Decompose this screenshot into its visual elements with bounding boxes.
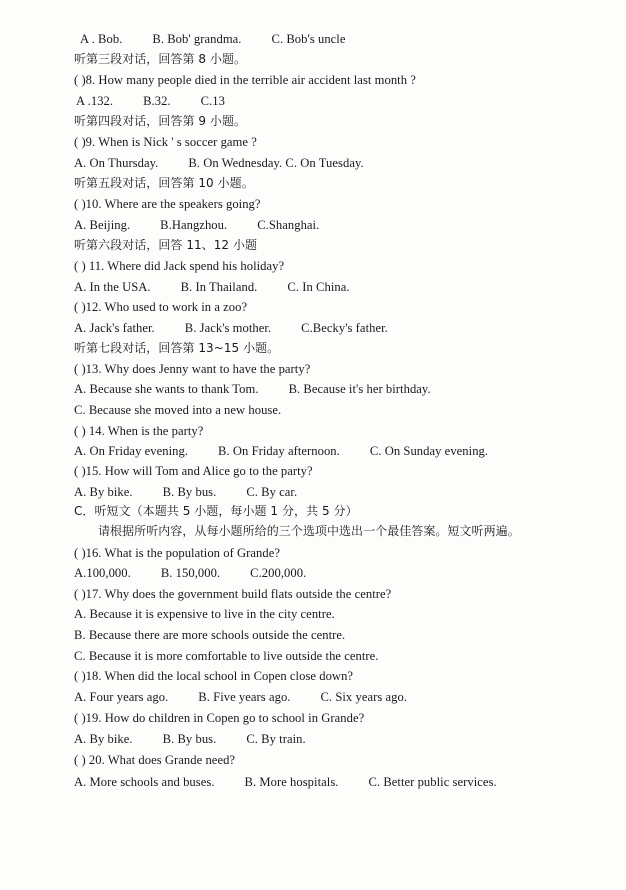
answer-option: C. By car. — [246, 485, 298, 499]
question-text: ( )8. How many people died in the terrible air accident last month ? — [74, 73, 416, 87]
answer-option: A. Jack's father. — [74, 321, 155, 335]
answer-options — [74, 320, 402, 336]
answer-options — [74, 279, 364, 295]
section-instruction: C．听短文（本题共 5 小题，每小题 1 分，共 5 分） — [74, 504, 358, 518]
answer-options — [74, 731, 320, 747]
question-text: ( )18. When did the local school in Copen close down? — [74, 669, 354, 683]
answer-option: A. By bike. — [74, 732, 133, 746]
answer-option: A. Four years ago. — [74, 690, 169, 704]
answer-options — [74, 155, 378, 171]
answer-option: A. On Thursday. — [74, 156, 159, 170]
answer-option: A . Bob. — [80, 32, 123, 46]
question-text: ( )16. What is the population of Grande? — [74, 546, 281, 560]
question-text: ( )13. Why does Jenny want to have the party? — [74, 362, 311, 376]
answer-option: C.200,000. — [250, 566, 307, 580]
question-text: ( ) 11. Where did Jack spend his holiday? — [74, 259, 285, 273]
question-text: C. Because she moved into a new house. — [74, 403, 282, 417]
answer-option: B. 150,000. — [160, 566, 221, 580]
answer-option: A. More schools and buses. — [74, 775, 215, 789]
answer-option: B. Five years ago. — [198, 690, 291, 704]
answer-option: C.Shanghai. — [257, 218, 320, 232]
answer-option: C. On Sunday evening. — [369, 444, 489, 458]
section-instruction: 听第四段对话，回答第 9 小题。 — [74, 114, 247, 128]
answer-options — [74, 565, 320, 581]
answer-option: A. Because she wants to thank Tom. — [74, 382, 259, 396]
answer-option: B. Because it's her birthday. — [288, 382, 431, 396]
answer-option: B.32. — [143, 94, 171, 108]
answer-option: B. On Friday afternoon. — [218, 444, 340, 458]
answer-options — [74, 689, 421, 705]
answer-option: B. By bus. — [162, 485, 217, 499]
answer-option: A. By bike. — [74, 485, 133, 499]
section-instruction: 听第三段对话，回答第 8 小题。 — [74, 52, 247, 66]
question-text: ( )17. Why does the government build flats outside the centre? — [74, 587, 392, 601]
answer-option: C. By train. — [246, 732, 306, 746]
answer-option: B. By bus. — [162, 732, 217, 746]
question-text: ( ) 14. When is the party? — [74, 424, 204, 438]
answer-options — [74, 484, 311, 500]
answer-option: C. Better public services. — [368, 775, 497, 789]
answer-option: C. In China. — [287, 280, 350, 294]
question-text: ( )19. How do children in Copen go to school in Grande? — [74, 711, 365, 725]
question-text: ( )12. Who used to work in a zoo? — [74, 300, 248, 314]
answer-option: B. Bob' grandma. — [152, 32, 242, 46]
answer-options — [74, 381, 445, 397]
answer-option: B. More hospitals. — [244, 775, 339, 789]
answer-options — [74, 443, 502, 459]
answer-option: B. In Thailand. — [180, 280, 258, 294]
question-text: C. Because it is more comfortable to live outside the centre. — [74, 649, 379, 663]
answer-option: A. Beijing. — [74, 218, 131, 232]
question-text: B. Because there are more schools outside the centre. — [74, 628, 346, 642]
answer-option: C.Becky's father. — [301, 321, 388, 335]
answer-options — [80, 31, 360, 47]
answer-options — [76, 93, 239, 109]
question-text: ( )15. How will Tom and Alice go to the party? — [74, 464, 313, 478]
question-text: A. Because it is expensive to live in the city centre. — [74, 607, 335, 621]
answer-option: A. On Friday evening. — [74, 444, 189, 458]
answer-option: B. Jack's mother. — [184, 321, 272, 335]
answer-option: A .132. — [76, 94, 114, 108]
answer-options — [74, 217, 333, 233]
section-instruction: 听第五段对话，回答第 10 小题。 — [74, 176, 254, 190]
answer-option: A. In the USA. — [74, 280, 151, 294]
answer-option: C. Bob's uncle — [271, 32, 346, 46]
section-instruction: 听第六段对话，回答 11、12 小题 — [74, 238, 258, 252]
question-text: ( ) 20. What does Grande need? — [74, 753, 236, 767]
section-instruction: 请根据所听内容，从每小题所给的三个选项中选出一个最佳答案。短文听两遍。 — [98, 524, 520, 538]
answer-option: B. On Wednesday. C. On Tuesday. — [188, 156, 364, 170]
question-text: ( )10. Where are the speakers going? — [74, 197, 261, 211]
answer-option: A.100,000. — [74, 566, 131, 580]
answer-option: C. Six years ago. — [320, 690, 408, 704]
answer-option: B.Hangzhou. — [160, 218, 228, 232]
section-instruction: 听第七段对话，回答第 13~15 小题。 — [74, 341, 280, 355]
answer-option: C.13 — [200, 94, 225, 108]
answer-options — [74, 774, 511, 790]
question-text: ( )9. When is Nick ' s soccer game ? — [74, 135, 257, 149]
